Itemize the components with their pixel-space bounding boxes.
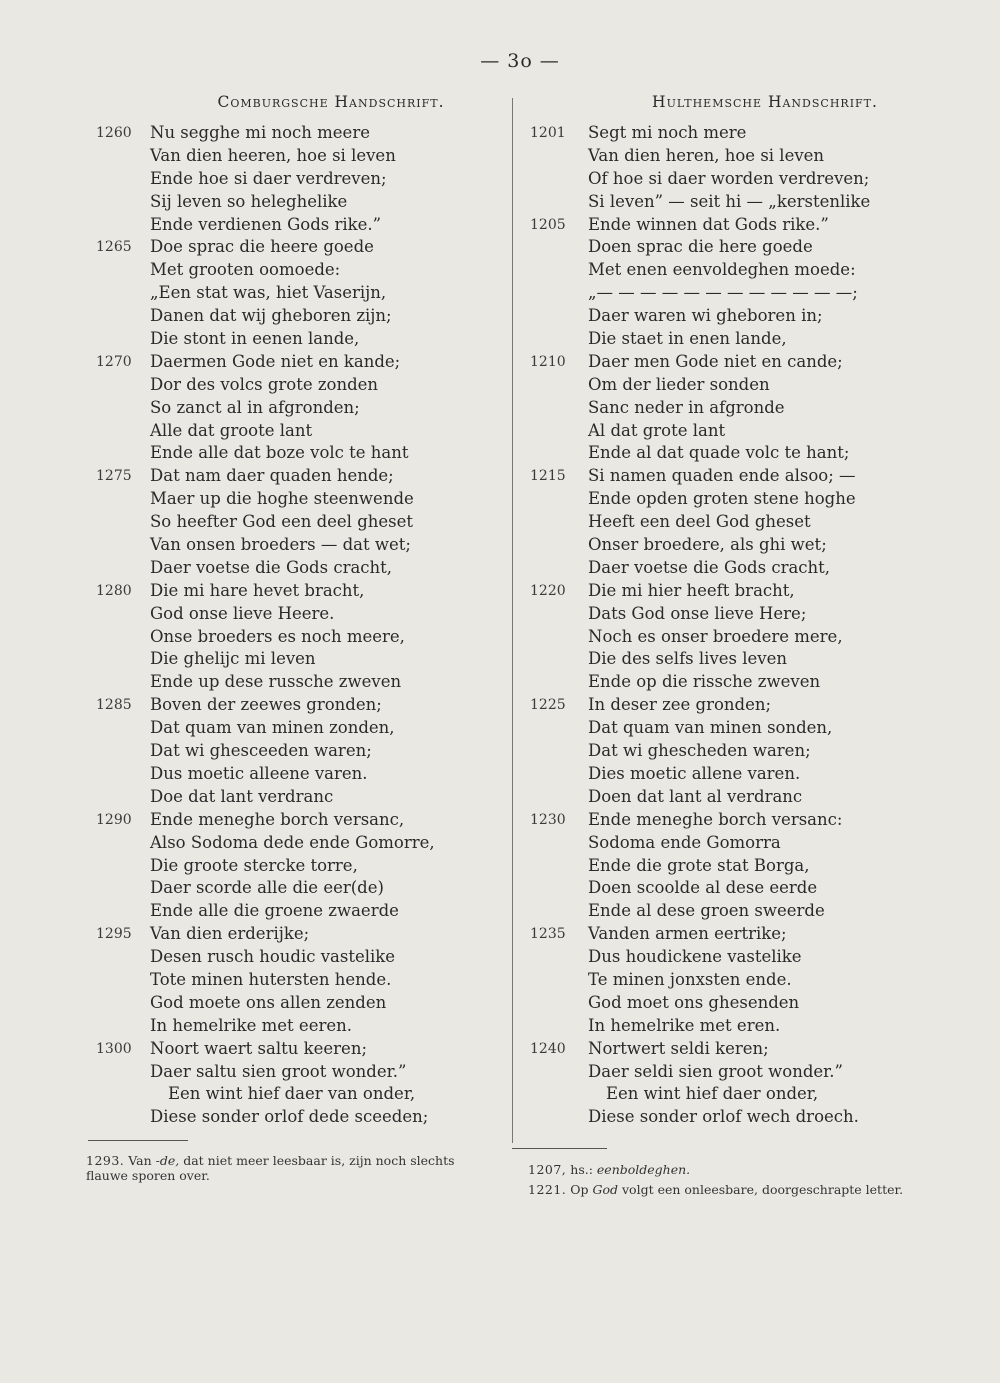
- verse-text: Sodoma ende Gomorra: [588, 832, 781, 852]
- right-verse-list: [530, 122, 910, 1129]
- footnote-text: Van: [128, 1153, 156, 1168]
- verse-text: Onser broedere, als ghi wet;: [588, 535, 827, 555]
- verse-line: [96, 969, 496, 992]
- verse-text: Vanden armen eertrike;: [588, 924, 787, 944]
- verse-line: [96, 992, 496, 1015]
- verse-line: [530, 191, 910, 214]
- verse-line: [530, 832, 910, 855]
- verse-text: Al dat grote lant: [588, 420, 726, 440]
- verse-text: Dat wi ghesceeden waren;: [150, 741, 372, 761]
- verse-line: [96, 191, 496, 214]
- footnote-number: 1221.: [528, 1182, 567, 1197]
- verse-line: [530, 145, 910, 168]
- verse-line: [530, 946, 910, 969]
- verse-text: Ende al dese groen sweerde: [588, 901, 825, 921]
- verse-text: Dat wi ghescheden waren;: [588, 741, 811, 761]
- verse-line: [530, 1038, 910, 1061]
- verse-text: „Een stat was, hiet Vaserijn,: [150, 283, 387, 303]
- verse-text: In deser zee gronden;: [588, 695, 772, 715]
- footnote-emphasis: eenboldeghen.: [596, 1162, 691, 1177]
- verse-line: [530, 809, 910, 832]
- verse-line: [530, 992, 910, 1015]
- verse-line: [530, 305, 910, 328]
- verse-text: Daer waren wi gheboren in;: [588, 306, 823, 326]
- footnote-emphasis: God: [592, 1182, 619, 1197]
- verse-text: Van dien erderijke;: [150, 924, 310, 944]
- verse-text: Diese sonder orlof wech droech.: [588, 1107, 859, 1127]
- verse-text: Ende meneghe borch versanc,: [150, 809, 405, 829]
- verse-line: [530, 328, 910, 351]
- line-number: 1280: [96, 582, 132, 599]
- verse-text: Noch es onser broedere mere,: [588, 626, 843, 646]
- verse-text: Daermen Gode niet en kande;: [150, 351, 401, 371]
- verse-text: Ende winnen dat Gods rike.”: [588, 214, 829, 234]
- verse-text: Te minen jonxsten ende.: [588, 969, 792, 989]
- verse-text: Die ghelijc mi leven: [150, 649, 316, 669]
- verse-line: [96, 946, 496, 969]
- verse-line: [96, 671, 496, 694]
- verse-line: [96, 900, 496, 923]
- line-number: 1215: [530, 468, 566, 485]
- verse-text: Onse broeders es noch meere,: [150, 626, 405, 646]
- verse-text: Dus moetic alleene varen.: [150, 763, 368, 783]
- verse-line: [530, 900, 910, 923]
- verse-line: [96, 740, 496, 763]
- footnote-text: Op: [566, 1182, 593, 1197]
- verse-line: [96, 763, 496, 786]
- verse-text: Alle dat groote lant: [150, 420, 313, 440]
- verse-line: [96, 328, 496, 351]
- verse-text: In hemelrike met eren.: [588, 1015, 781, 1035]
- footnote-number: 1293.: [86, 1153, 125, 1168]
- right-footnotes: [528, 1162, 958, 1202]
- verse-line: [96, 259, 496, 282]
- verse-line: [530, 1061, 910, 1084]
- verse-text: Met enen eenvoldeghen moede:: [588, 260, 856, 280]
- line-number: 1210: [530, 353, 566, 370]
- verse-text: Daer voetse die Gods cracht,: [150, 557, 393, 577]
- verse-line: [96, 122, 496, 145]
- line-number: 1290: [96, 811, 132, 828]
- verse-text: Dies moetic allene varen.: [588, 763, 801, 783]
- line-number: 1205: [530, 216, 566, 233]
- verse-line: [530, 580, 910, 603]
- verse-text: Nu segghe mi noch meere: [150, 123, 370, 142]
- verse-text: Doe sprac die heere goede: [150, 237, 374, 257]
- verse-text: Ende hoe si daer verdreven;: [150, 168, 387, 188]
- verse-line: [530, 648, 910, 671]
- verse-text: Daer men Gode niet en cande;: [588, 351, 843, 371]
- verse-text: Ende alle die groene zwaerde: [150, 901, 399, 921]
- verse-text: Die stont in eenen lande,: [150, 329, 360, 349]
- verse-line: [530, 397, 910, 420]
- verse-text: „— — — — — — — — — — — —;: [588, 283, 858, 303]
- verse-text: So heefter God een deel gheset: [150, 512, 414, 532]
- verse-line: [96, 534, 496, 557]
- verse-line: [96, 580, 496, 603]
- verse-text: Daer saltu sien groot wonder.”: [150, 1061, 407, 1081]
- verse-text: Ende opden groten stene hoghe: [588, 489, 856, 509]
- verse-line: [530, 259, 910, 282]
- line-number: 1230: [530, 811, 566, 828]
- verse-text: Daer scorde alle die eer(de): [150, 878, 384, 898]
- page-number: — 3o —: [480, 50, 560, 72]
- verse-text: Daer voetse die Gods cracht,: [588, 557, 831, 577]
- verse-text: Nortwert seldi keren;: [588, 1038, 769, 1058]
- verse-line: [96, 374, 496, 397]
- verse-line: [530, 236, 910, 259]
- verse-text: Sanc neder in afgronde: [588, 397, 785, 417]
- verse-line: [530, 420, 910, 443]
- line-number: 1285: [96, 697, 132, 714]
- verse-text: Sij leven so heleghelike: [150, 191, 348, 211]
- verse-line: [96, 923, 496, 946]
- verse-line: [530, 923, 910, 946]
- verse-line: [96, 397, 496, 420]
- right-footnote-rule: [512, 1148, 607, 1149]
- left-footnote: [86, 1153, 496, 1188]
- verse-text: Heeft een deel God gheset: [588, 512, 811, 532]
- verse-line: [530, 557, 910, 580]
- verse-line: [96, 305, 496, 328]
- line-number: 1225: [530, 697, 566, 714]
- verse-line: [530, 282, 910, 305]
- verse-line: [96, 1061, 496, 1084]
- verse-text: In hemelrike met eeren.: [150, 1015, 352, 1035]
- verse-text: Daer seldi sien groot wonder.”: [588, 1061, 843, 1081]
- verse-line: [96, 420, 496, 443]
- verse-text: Doe dat lant verdranc: [150, 786, 334, 806]
- verse-line: [96, 236, 496, 259]
- verse-line: [530, 717, 910, 740]
- verse-text: Van dien heren, hoe si leven: [588, 145, 825, 165]
- verse-line: [530, 626, 910, 649]
- verse-line: [530, 694, 910, 717]
- line-number: 1270: [96, 353, 132, 370]
- verse-line: [96, 832, 496, 855]
- verse-text: Een wint hief daer van onder,: [168, 1084, 416, 1104]
- verse-line: [96, 1038, 496, 1061]
- line-number: 1295: [96, 926, 132, 943]
- hulthemsche-column: [530, 92, 910, 1129]
- verse-line: [530, 763, 910, 786]
- line-number: 1265: [96, 239, 132, 256]
- verse-text: Die des selfs lives leven: [588, 649, 787, 669]
- line-number: 1300: [96, 1040, 132, 1057]
- verse-line: [96, 626, 496, 649]
- verse-line: [530, 855, 910, 878]
- verse-line: [96, 786, 496, 809]
- verse-line: [96, 145, 496, 168]
- footnote-text: volgt een onleesbare, doorgeschrapte letter.: [618, 1182, 904, 1197]
- verse-text: So zanct al in afgronden;: [150, 397, 360, 417]
- verse-line: [96, 1106, 496, 1129]
- verse-text: Tote minen hutersten hende.: [150, 969, 392, 989]
- verse-text: Die mi hare hevet bracht,: [150, 580, 365, 600]
- verse-line: [530, 511, 910, 534]
- verse-text: Of hoe si daer worden verdreven;: [588, 168, 870, 188]
- verse-line: [530, 442, 910, 465]
- verse-line: [96, 1015, 496, 1038]
- footnote-1293: [86, 1153, 496, 1183]
- verse-text: Dor des volcs grote zonden: [150, 374, 379, 394]
- footnote-text: dat niet meer leesbaar is, zijn noch slechts flauwe sporen over.: [86, 1153, 455, 1183]
- verse-text: Die staet in enen lande,: [588, 329, 787, 349]
- line-number: 1275: [96, 468, 132, 485]
- verse-text: Danen dat wij gheboren zijn;: [150, 306, 392, 326]
- left-verse-list: [96, 122, 496, 1129]
- verse-text: Dats God onse lieve Here;: [588, 603, 807, 623]
- footnote-emphasis: -de,: [155, 1153, 180, 1168]
- verse-text: Ende up dese russche zweven: [150, 672, 402, 692]
- verse-line: [96, 282, 496, 305]
- verse-text: God moete ons allen zenden: [150, 992, 387, 1012]
- verse-text: Ende alle dat boze volc te hant: [150, 443, 409, 463]
- verse-line: [96, 351, 496, 374]
- verse-line: [96, 855, 496, 878]
- verse-text: Ende verdienen Gods rike.”: [150, 214, 382, 234]
- verse-text: Desen rusch houdic vastelike: [150, 947, 396, 967]
- verse-line: [96, 488, 496, 511]
- verse-text: Doen scoolde al dese eerde: [588, 878, 818, 898]
- verse-line: [530, 603, 910, 626]
- verse-line: [96, 694, 496, 717]
- verse-line: [530, 786, 910, 809]
- verse-text: Met grooten oomoede:: [150, 260, 341, 280]
- verse-line: [96, 511, 496, 534]
- verse-text: Boven der zeewes gronden;: [150, 695, 382, 715]
- verse-line: [530, 1015, 910, 1038]
- verse-text: Die mi hier heeft bracht,: [588, 580, 795, 600]
- verse-line: [96, 557, 496, 580]
- line-number: 1260: [96, 125, 132, 141]
- footnote-1207: [528, 1162, 958, 1177]
- verse-line: [530, 969, 910, 992]
- verse-line: [96, 603, 496, 626]
- verse-line: [96, 465, 496, 488]
- verse-line: [96, 648, 496, 671]
- verse-text: Dat quam van minen zonden,: [150, 718, 395, 738]
- verse-line: [96, 442, 496, 465]
- verse-text: Dat nam daer quaden hende;: [150, 466, 394, 486]
- verse-text: Van onsen broeders — dat wet;: [150, 535, 411, 555]
- verse-line: [530, 374, 910, 397]
- verse-line: [96, 717, 496, 740]
- verse-line: [96, 809, 496, 832]
- verse-text: Diese sonder orlof dede sceeden;: [150, 1107, 429, 1127]
- verse-text: Om der lieder sonden: [588, 374, 770, 394]
- verse-text: Ende al dat quade volc te hant;: [588, 443, 850, 463]
- verse-line: [96, 214, 496, 237]
- verse-text: Maer up die hoghe steenwende: [150, 489, 414, 509]
- verse-text: Die groote stercke torre,: [150, 855, 358, 875]
- column-divider: [512, 98, 513, 1143]
- verse-line: [530, 1083, 910, 1106]
- verse-text: Also Sodoma dede ende Gomorre,: [150, 832, 435, 852]
- verse-text: Doen dat lant al verdranc: [588, 786, 803, 806]
- line-number: 1240: [530, 1040, 566, 1057]
- line-number: 1235: [530, 926, 566, 943]
- verse-line: [530, 488, 910, 511]
- verse-line: [530, 465, 910, 488]
- verse-text: Ende op die rissche zweven: [588, 672, 821, 692]
- verse-text: God onse lieve Heere.: [150, 603, 335, 623]
- verse-text: Van dien heeren, hoe si leven: [150, 145, 396, 165]
- verse-text: God moet ons ghesenden: [588, 992, 800, 1012]
- verse-text: Ende die grote stat Borga,: [588, 855, 810, 875]
- verse-line: [530, 351, 910, 374]
- verse-text: Si leven” — seit hi — „kerstenlike: [588, 191, 871, 211]
- left-footnote-rule: [88, 1140, 188, 1141]
- verse-text: Segt mi noch mere: [588, 123, 747, 142]
- verse-text: Noort waert saltu keeren;: [150, 1038, 368, 1058]
- verse-text: Dat quam van minen sonden,: [588, 718, 833, 738]
- verse-text: Dus houdickene vastelike: [588, 947, 802, 967]
- verse-line: [96, 877, 496, 900]
- line-number: 1220: [530, 582, 566, 599]
- verse-line: [96, 1083, 496, 1106]
- verse-line: [96, 168, 496, 191]
- verse-line: [530, 534, 910, 557]
- verse-line: [530, 1106, 910, 1129]
- verse-text: Een wint hief daer onder,: [606, 1084, 819, 1104]
- left-column-title: Comburgsche Handschrift.: [217, 93, 445, 111]
- verse-line: [530, 671, 910, 694]
- verse-text: Si namen quaden ende alsoo; —: [588, 466, 856, 486]
- footnote-text: hs.:: [566, 1162, 597, 1177]
- verse-text: Doen sprac die here goede: [588, 237, 813, 257]
- comburgsche-column: [96, 92, 496, 1129]
- verse-line: [530, 122, 910, 145]
- verse-line: [530, 168, 910, 191]
- verse-line: [530, 214, 910, 237]
- footnote-1221: [528, 1182, 958, 1197]
- line-number: 1201: [530, 125, 566, 141]
- verse-line: [530, 740, 910, 763]
- verse-line: [530, 877, 910, 900]
- verse-text: Ende meneghe borch versanc:: [588, 809, 843, 829]
- footnote-number: 1207,: [528, 1162, 567, 1177]
- right-column-title: Hulthemsche Handschrift.: [652, 93, 878, 111]
